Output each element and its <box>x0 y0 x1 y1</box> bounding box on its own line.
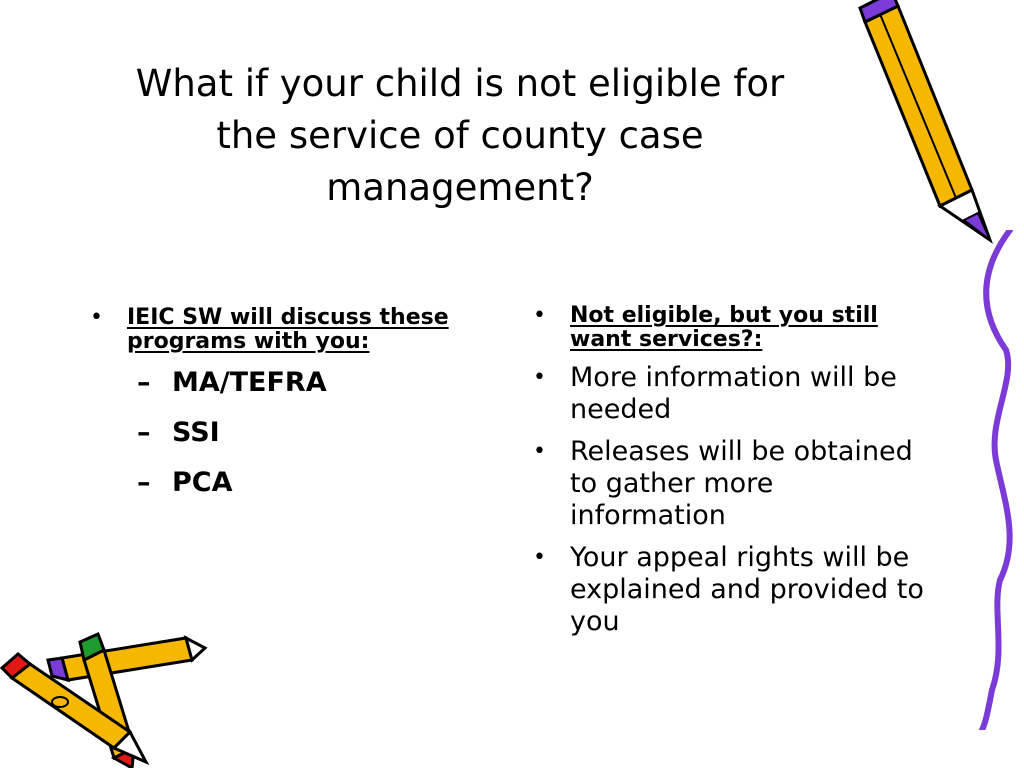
pencils-bottom-left-icon <box>0 620 210 768</box>
right-column <box>533 304 933 638</box>
program-item: – PCA <box>127 466 500 499</box>
left-column <box>90 306 500 516</box>
right-heading-bullet <box>533 304 933 352</box>
left-heading-bullet <box>90 306 500 499</box>
program-item: – MA/TEFRA <box>127 366 500 399</box>
right-bullet-item: • Your appeal rights will be explained and provided to you <box>533 542 933 638</box>
right-bullet-item: • More information will be needed <box>533 362 933 426</box>
squiggle-right-icon <box>970 230 1024 730</box>
left-heading: IEIC SW will discuss these programs with you: <box>127 305 449 354</box>
program-item: – SSI <box>127 416 500 449</box>
slide-title: What if your child is not eligible for the service of county case management? <box>135 62 785 209</box>
right-bullet-item: • Releases will be obtained to gather more information <box>533 436 933 532</box>
pencil-top-right-icon <box>840 0 1020 250</box>
right-heading: Not eligible, but you still want services?: <box>570 303 878 352</box>
program-list <box>127 366 500 499</box>
